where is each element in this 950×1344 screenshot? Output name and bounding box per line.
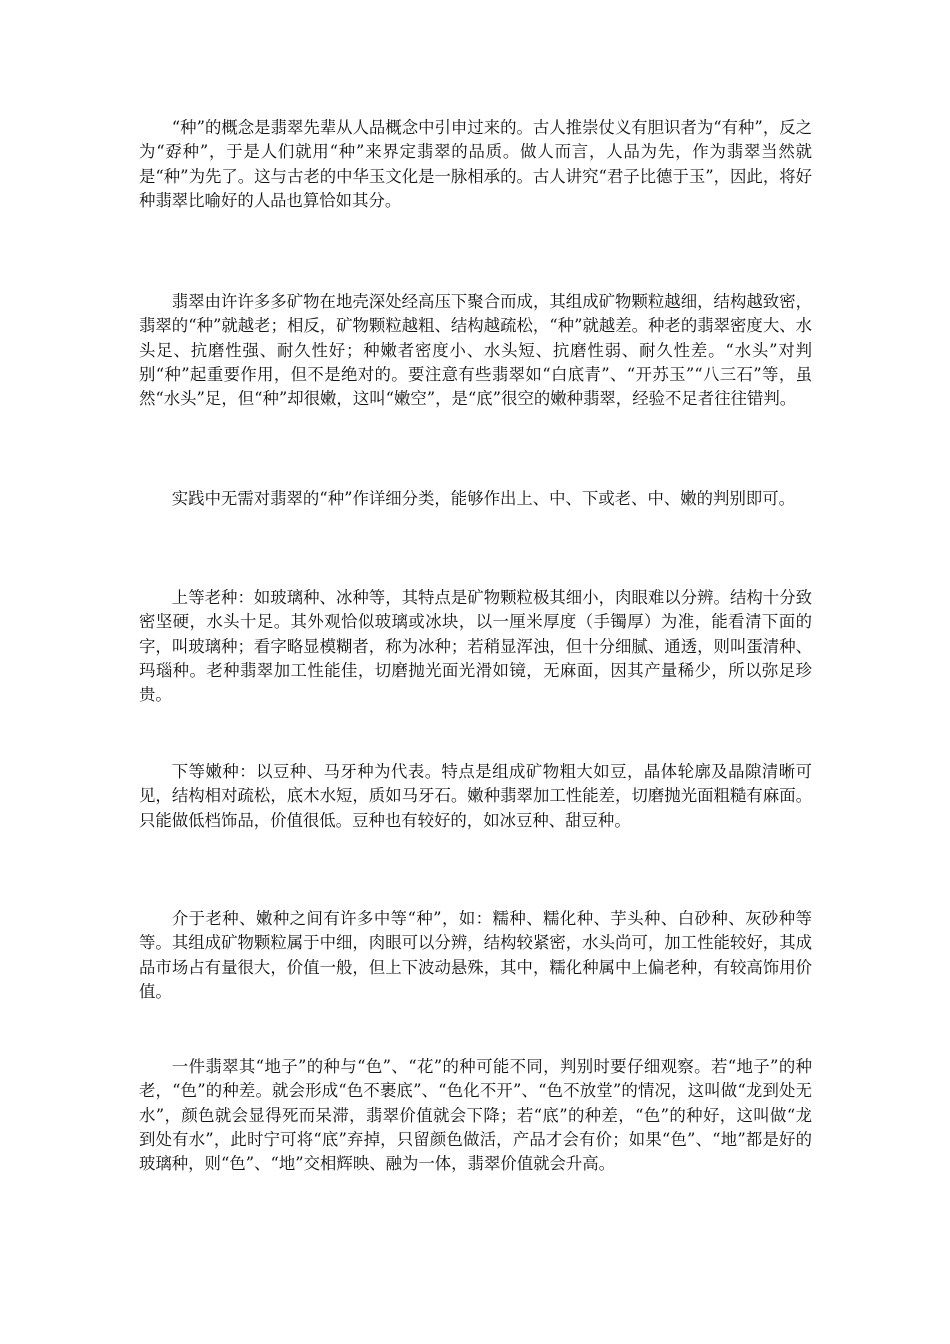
paragraph-concept-origin: “种”的概念是翡翠先辈从人品概念中引申过来的。古人推崇仗义有胆识者为“有种”，反之为“孬种”，于是人们就用“种”来界定翡翠的品质。做人而言，人品为先，作为翡翠当然就是“种”为先了。这与古老的中华玉文化是一脉相承的。古人讲究“君子比德于玉”，因此，将好种翡翠比喻好的人品也算恰如其分。	[139, 118, 812, 210]
paragraph-young-type: 下等嫩种：以豆种、马牙种为代表。特点是组成矿物粗大如豆，晶体轮廓及晶隙清晰可见，结构相对疏松，底木水短，质如马牙石。嫩种翡翠加工性能差，切磨抛光面粗糙有麻面。只能做低档饰品，价值很低。豆种也有较好的，如冰豆种、甜豆种。	[139, 762, 812, 830]
paragraph-formation-and-quality: 翡翠由许许多多矿物在地壳深处经高压下聚合而成，其组成矿物颗粒越细，结构越致密，翡翠的“种”就越老；相反，矿物颗粒越粗、结构越疏松，“种”就越差。种老的翡翠密度大、水头足、抗磨性强、耐久性好；种嫩者密度小、水头短、抗磨性弱、耐久性差。“水头”对判别“种”起重要作用，但不是绝对的。要注意有些翡翠如“白底青”、“开苏玉”“八三石”等，虽然“水头”足，但“种”却很嫩，这叫“嫩空”，是“底”很空的嫩种翡翠，经验不足者往往错判。	[139, 292, 812, 409]
paragraph-ground-and-color: 一件翡翠其“地子”的种与“色”、“花”的种可能不同，判别时要仔细观察。若“地子”的种老，“色”的种差。就会形成“色不裹底”、“色化不开”、“色不放堂”的情况，这叫做“龙到处无水”，颜色就会显得死而呆滞，翡翠价值就会下降；若“底”的种差，“色”的种好，这叫做“龙到处有水”，此时宁可将“底”弃掉，只留颜色做活，产品才会有价；如果“色”、“地”都是好的玻璃种，则“色”、“地”交相辉映、融为一体，翡翠价值就会升高。	[139, 1057, 812, 1174]
paragraph-medium-type: 介于老种、嫩种之间有许多中等“种”，如：糯种、糯化种、芋头种、白砂种、灰砂种等等。其组成矿物颗粒属于中细，肉眼可以分辨，结构较紧密，水头尚可，加工性能较好，其成品市场占有量很大，价值一般，但上下波动悬殊，其中，糯化种属中上偏老种，有较高饰用价值。	[139, 909, 812, 1001]
paragraph-old-type: 上等老种：如玻璃种、冰种等，其特点是矿物颗粒极其细小，肉眼难以分辨。结构十分致密坚硬，水头十足。其外观恰似玻璃或冰块，以一厘米厚度（手镯厚）为准，能看清下面的字，叫玻璃种；看字略显模糊者，称为冰种；若稍显浑浊，但十分细腻、通透，则叫蛋清种、玛瑙种。老种翡翠加工性能佳，切磨抛光面光滑如镜，无麻面，因其产量稀少，所以弥足珍贵。	[139, 588, 812, 705]
paragraph-classification-practice: 实践中无需对翡翠的“种”作详细分类，能够作出上、中、下或老、中、嫩的判别即可。	[171, 489, 796, 508]
